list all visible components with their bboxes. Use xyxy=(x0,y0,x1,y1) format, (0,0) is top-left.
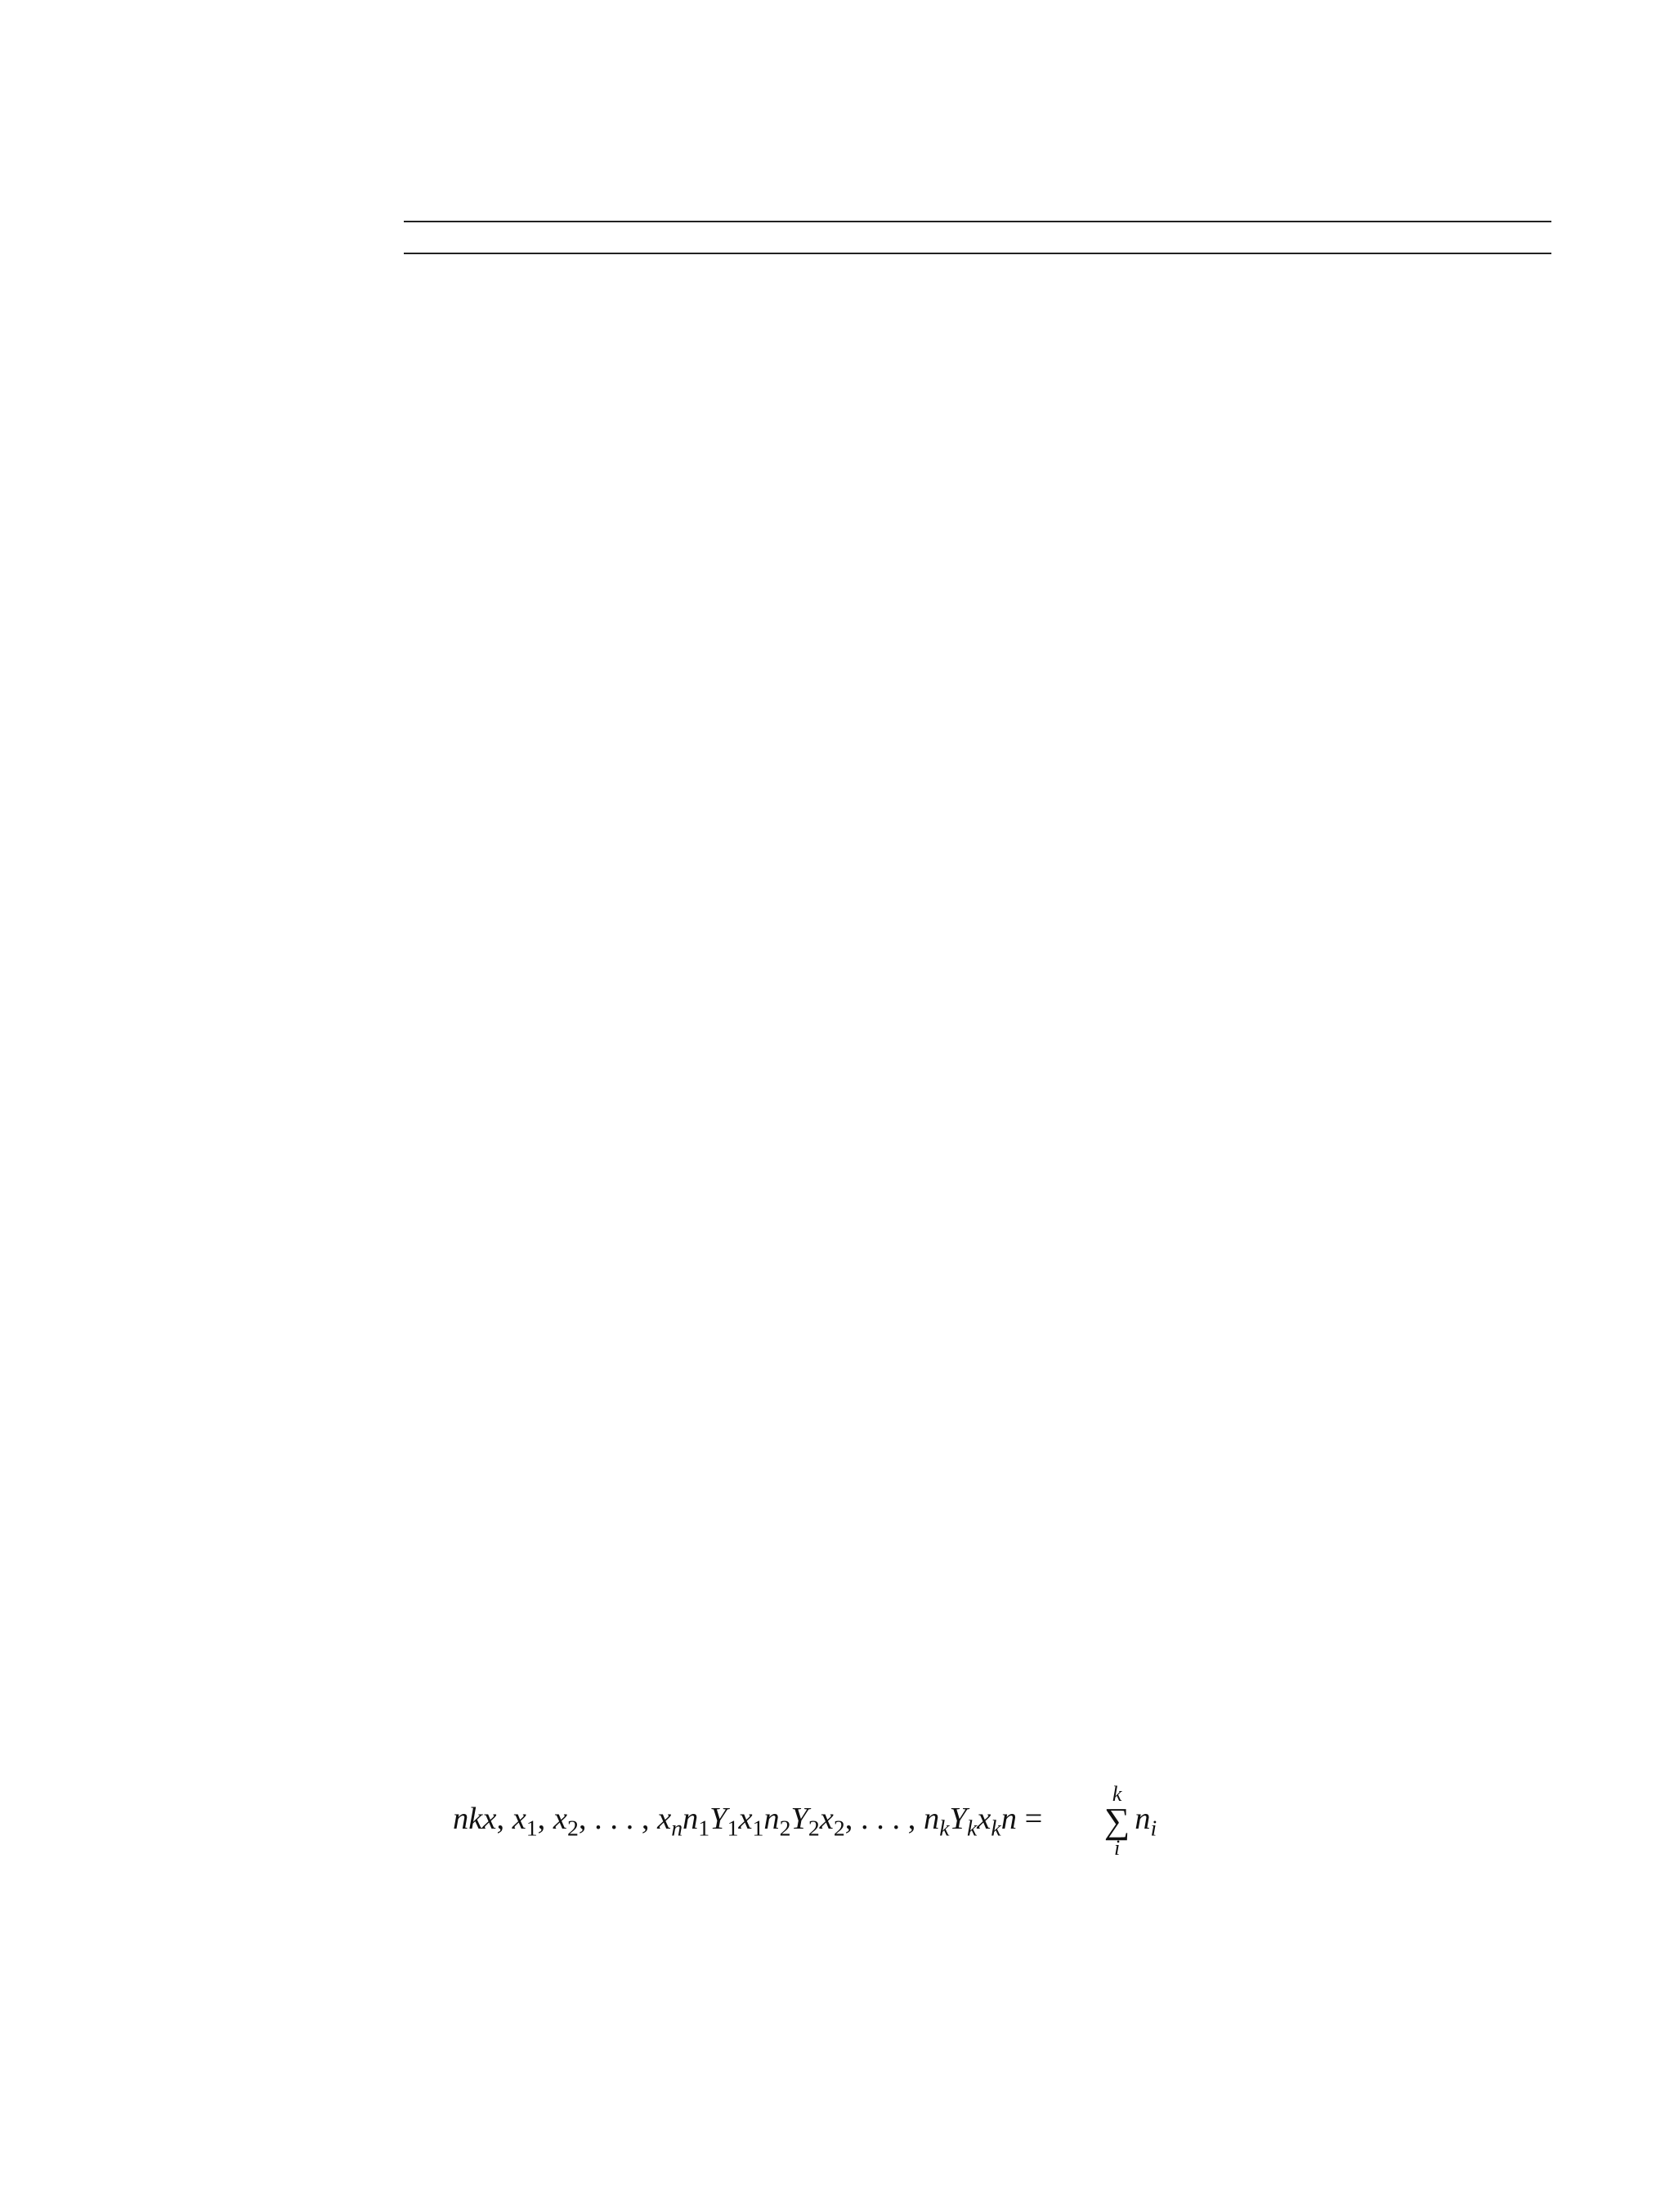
top-rule xyxy=(404,221,1551,222)
minitab-printout xyxy=(404,221,1551,254)
body-paragraph: nkx, $x_1$, $x_2$, . . . , $x_nn_1Y_1x_1n_2Y_2x_2$, . . . , $n_kY_kx_kn$ = k ∑ i $n_i$ xyxy=(453,1782,1157,1860)
bottom-rule xyxy=(404,253,1551,254)
summation-symbol: k ∑ i xyxy=(1103,1782,1130,1860)
